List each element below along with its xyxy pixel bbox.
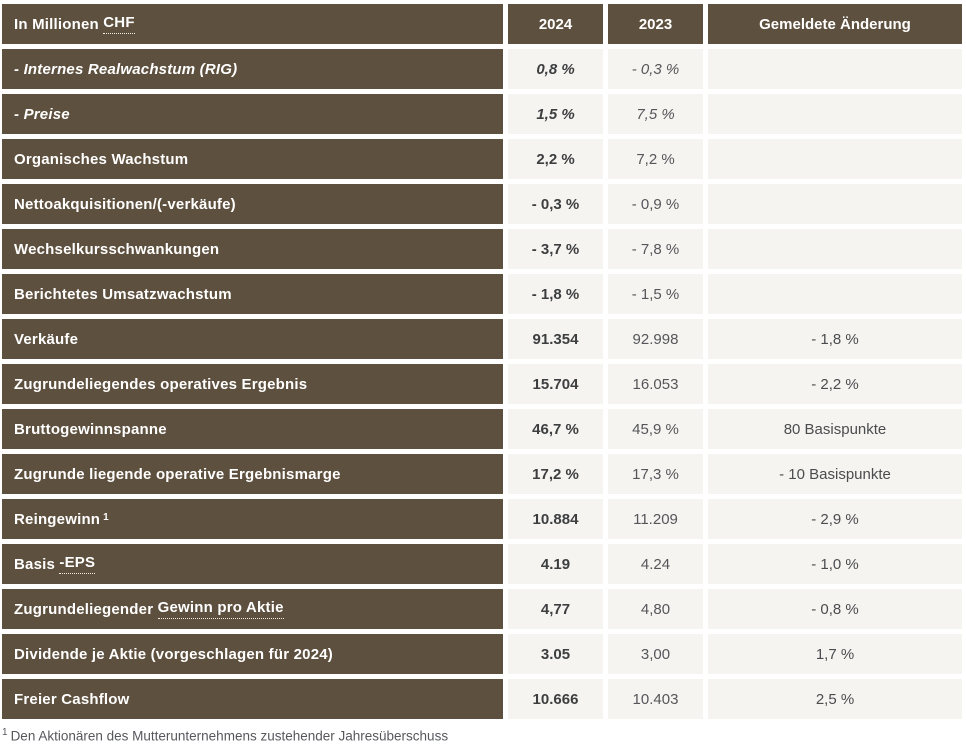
row-label xyxy=(2,184,503,224)
row-label-text: Bruttogewinnspanne xyxy=(14,420,167,438)
row-label-text: Reingewinn xyxy=(14,510,101,528)
value-2023: - 0,9 % xyxy=(608,184,703,224)
row-label-text: Nettoakquisitionen/(-verkäufe) xyxy=(14,195,236,213)
footnote-text: Den Aktionären des Mutterunternehmens zustehender Jahresüberschuss xyxy=(10,728,449,744)
row-label-text: - Preise xyxy=(14,105,70,123)
value-2023: 11.209 xyxy=(608,499,703,539)
value-2024: 4.19 xyxy=(508,544,603,584)
value-2024: 91.354 xyxy=(508,319,603,359)
row-label xyxy=(2,229,503,269)
value-change: - 1,0 % xyxy=(708,544,962,584)
value-2024: 0,8 % xyxy=(508,49,603,89)
value-2023: 4,80 xyxy=(608,589,703,629)
table-row xyxy=(2,499,962,539)
value-change: - 0,8 % xyxy=(708,589,962,629)
table-row xyxy=(2,184,962,224)
table-row xyxy=(2,634,962,674)
row-label xyxy=(2,409,503,449)
table-row xyxy=(2,229,962,269)
row-label-text: Basis xyxy=(14,555,60,573)
row-label xyxy=(2,454,503,494)
column-header-2024: 2024 xyxy=(508,4,603,44)
row-label-text: Zugrundeliegender xyxy=(14,600,158,618)
row-label-text: Freier Cashflow xyxy=(14,690,130,708)
value-2024: - 0,3 % xyxy=(508,184,603,224)
value-2023: 3,00 xyxy=(608,634,703,674)
value-2024: - 3,7 % xyxy=(508,229,603,269)
table-row xyxy=(2,319,962,359)
value-2023: - 1,5 % xyxy=(608,274,703,314)
row-label-text: Berichtetes Umsatzwachstum xyxy=(14,285,232,303)
row-label xyxy=(2,679,503,719)
value-2024: 2,2 % xyxy=(508,139,603,179)
value-change: - 10 Basispunkte xyxy=(708,454,962,494)
value-change: 1,7 % xyxy=(708,634,962,674)
table-body xyxy=(2,49,962,719)
table-row xyxy=(2,409,962,449)
table-row xyxy=(2,364,962,404)
value-change xyxy=(708,274,962,314)
financial-results-table xyxy=(2,4,962,719)
column-header-change: Gemeldete Änderung xyxy=(708,4,962,44)
table-row xyxy=(2,139,962,179)
value-2023: - 0,3 % xyxy=(608,49,703,89)
table-header-row xyxy=(2,4,962,44)
value-2023: 4.24 xyxy=(608,544,703,584)
row-label xyxy=(2,589,503,629)
value-2024: - 1,8 % xyxy=(508,274,603,314)
row-label-text: Organisches Wachstum xyxy=(14,150,189,168)
value-2023: 16.053 xyxy=(608,364,703,404)
value-2023: - 7,8 % xyxy=(608,229,703,269)
row-label xyxy=(2,274,503,314)
value-2023: 45,9 % xyxy=(608,409,703,449)
row-label: Reingewinn $^1$ xyxy=(2,499,503,539)
value-2024: 46,7 % xyxy=(508,409,603,449)
value-change xyxy=(708,229,962,269)
value-change: - 1,8 % xyxy=(708,319,962,359)
value-change xyxy=(708,184,962,224)
value-change: 80 Basispunkte xyxy=(708,409,962,449)
row-label xyxy=(2,544,503,584)
row-label xyxy=(2,634,503,674)
table-row xyxy=(2,49,962,89)
row-label xyxy=(2,94,503,134)
value-2024: 10.666 xyxy=(508,679,603,719)
row-label-text: - Internes Realwachstum (RIG) xyxy=(14,60,238,78)
value-change: - 2,2 % xyxy=(708,364,962,404)
value-change xyxy=(708,139,962,179)
table-row xyxy=(2,589,962,629)
value-2024: 10.884 xyxy=(508,499,603,539)
value-2023: 7,2 % xyxy=(608,139,703,179)
value-2023: 10.403 xyxy=(608,679,703,719)
value-change: - 2,9 % xyxy=(708,499,962,539)
table-row xyxy=(2,544,962,584)
row-label xyxy=(2,319,503,359)
value-2023: 17,3 % xyxy=(608,454,703,494)
row-label-text: Verkäufe xyxy=(14,330,79,348)
value-2024: 15.704 xyxy=(508,364,603,404)
value-2024: 3.05 xyxy=(508,634,603,674)
value-2023: 92.998 xyxy=(608,319,703,359)
value-2024: 4,77 xyxy=(508,589,603,629)
table-row xyxy=(2,94,962,134)
glossary-term[interactable]: Gewinn pro Aktie xyxy=(158,599,284,619)
value-2023: 7,5 % xyxy=(608,94,703,134)
row-label-text: Zugrundeliegendes operatives Ergebnis xyxy=(14,375,308,393)
row-label-text: Zugrunde liegende operative Ergebnismarge xyxy=(14,465,341,483)
column-header-2023: 2023 xyxy=(608,4,703,44)
glossary-term[interactable]: -EPS xyxy=(59,554,95,574)
column-header-label xyxy=(2,4,503,44)
row-label xyxy=(2,139,503,179)
table-row xyxy=(2,454,962,494)
table-title: In Millionen xyxy=(14,15,104,33)
row-label-text: Wechselkursschwankungen xyxy=(14,240,220,258)
value-change xyxy=(708,94,962,134)
footnote xyxy=(2,727,966,744)
row-label-text: Dividende je Aktie (vorgeschlagen für 2024) xyxy=(14,645,333,663)
row-label xyxy=(2,364,503,404)
table-row xyxy=(2,274,962,314)
table-row xyxy=(2,679,962,719)
value-2024: 1,5 % xyxy=(508,94,603,134)
value-change: 2,5 % xyxy=(708,679,962,719)
value-2024: 17,2 % xyxy=(508,454,603,494)
glossary-term-chf[interactable]: CHF xyxy=(103,14,134,34)
value-change xyxy=(708,49,962,89)
row-label xyxy=(2,49,503,89)
footnote-marker: 1 xyxy=(2,727,8,738)
